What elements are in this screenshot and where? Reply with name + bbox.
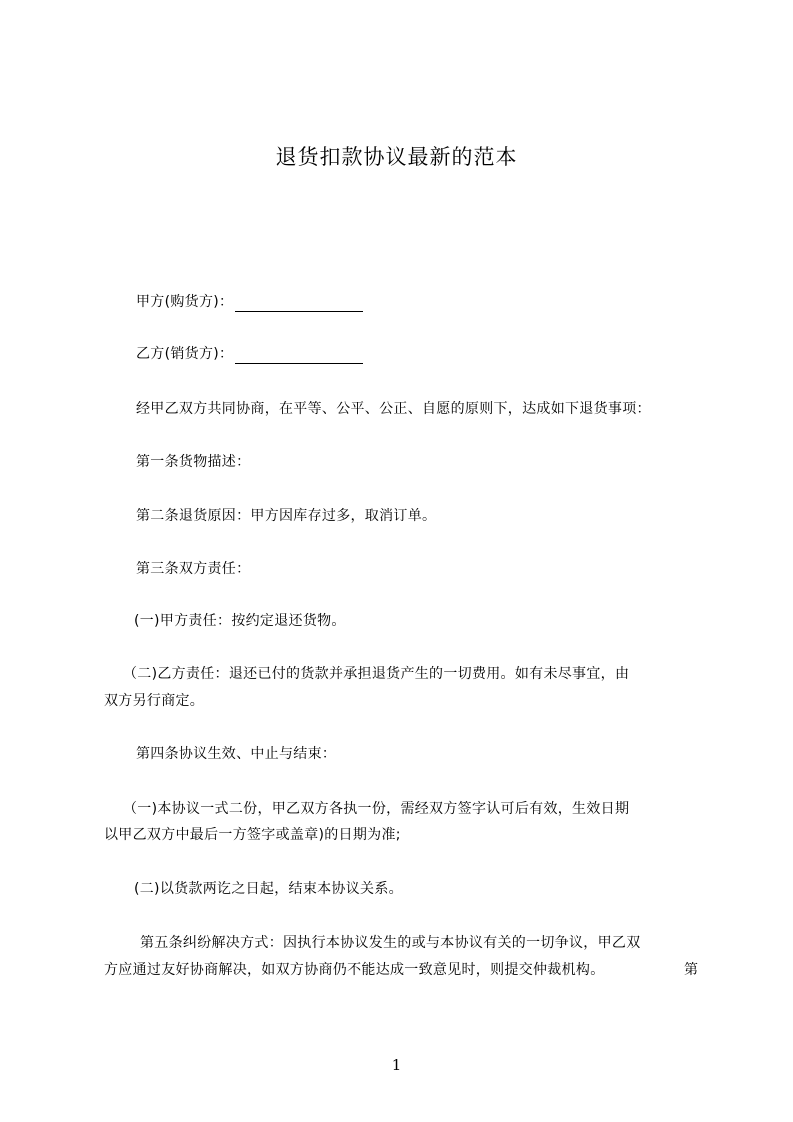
article-4-item-1-line-2: 以甲乙双方中最后一方签字或盖章)的日期为准; bbox=[104, 827, 401, 843]
article-4-heading: 第四条协议生效、中止与结束： bbox=[136, 746, 337, 762]
party-b-line bbox=[136, 344, 363, 364]
article-4-item-1-line-1: （一)本协议一式二份，甲乙双方各执一份，需经双方签字认可后有效，生效日期 bbox=[123, 801, 630, 817]
article-3-item-1: (一)甲方责任：按约定退还货物。 bbox=[134, 613, 346, 629]
article-4-item-2: (二)以货款两讫之日起，结束本协议关系。 bbox=[134, 881, 403, 897]
article-5-line-2-tail: 第 bbox=[684, 962, 699, 978]
document-title: 退货扣款协议最新的范本 bbox=[275, 145, 518, 169]
article-5-line-1: 第五条纠纷解决方式：因执行本协议发生的或与本协议有关的一切争议，甲乙双 bbox=[140, 935, 641, 951]
article-3-item-2-line-1: （二)乙方责任：退还已付的货款并承担退货产生的一切费用。如有未尽事宜，由 bbox=[123, 666, 630, 682]
party-b-blank bbox=[235, 348, 363, 364]
article-3-item-2-line-2: 双方另行商定。 bbox=[104, 693, 205, 709]
article-2-paragraph: 第二条退货原因：甲方因库存过多，取消订单。 bbox=[136, 508, 437, 524]
party-a-blank bbox=[235, 296, 363, 312]
preamble-paragraph: 经甲乙双方共同协商，在平等、公平、公正、自愿的原则下，达成如下退货事项： bbox=[136, 401, 651, 417]
party-a-line bbox=[136, 292, 363, 312]
article-5-line-2: 方应通过友好协商解决，如双方协商仍不能达成一致意见时，则提交仲裁机构。 bbox=[104, 962, 605, 978]
article-1-heading: 第一条货物描述： bbox=[136, 454, 251, 470]
article-3-heading: 第三条双方责任： bbox=[136, 561, 251, 577]
party-b-label: 乙方(销货方)： bbox=[136, 346, 234, 362]
page-number: 1 bbox=[391, 1056, 402, 1074]
party-a-label: 甲方(购货方)： bbox=[136, 294, 234, 310]
